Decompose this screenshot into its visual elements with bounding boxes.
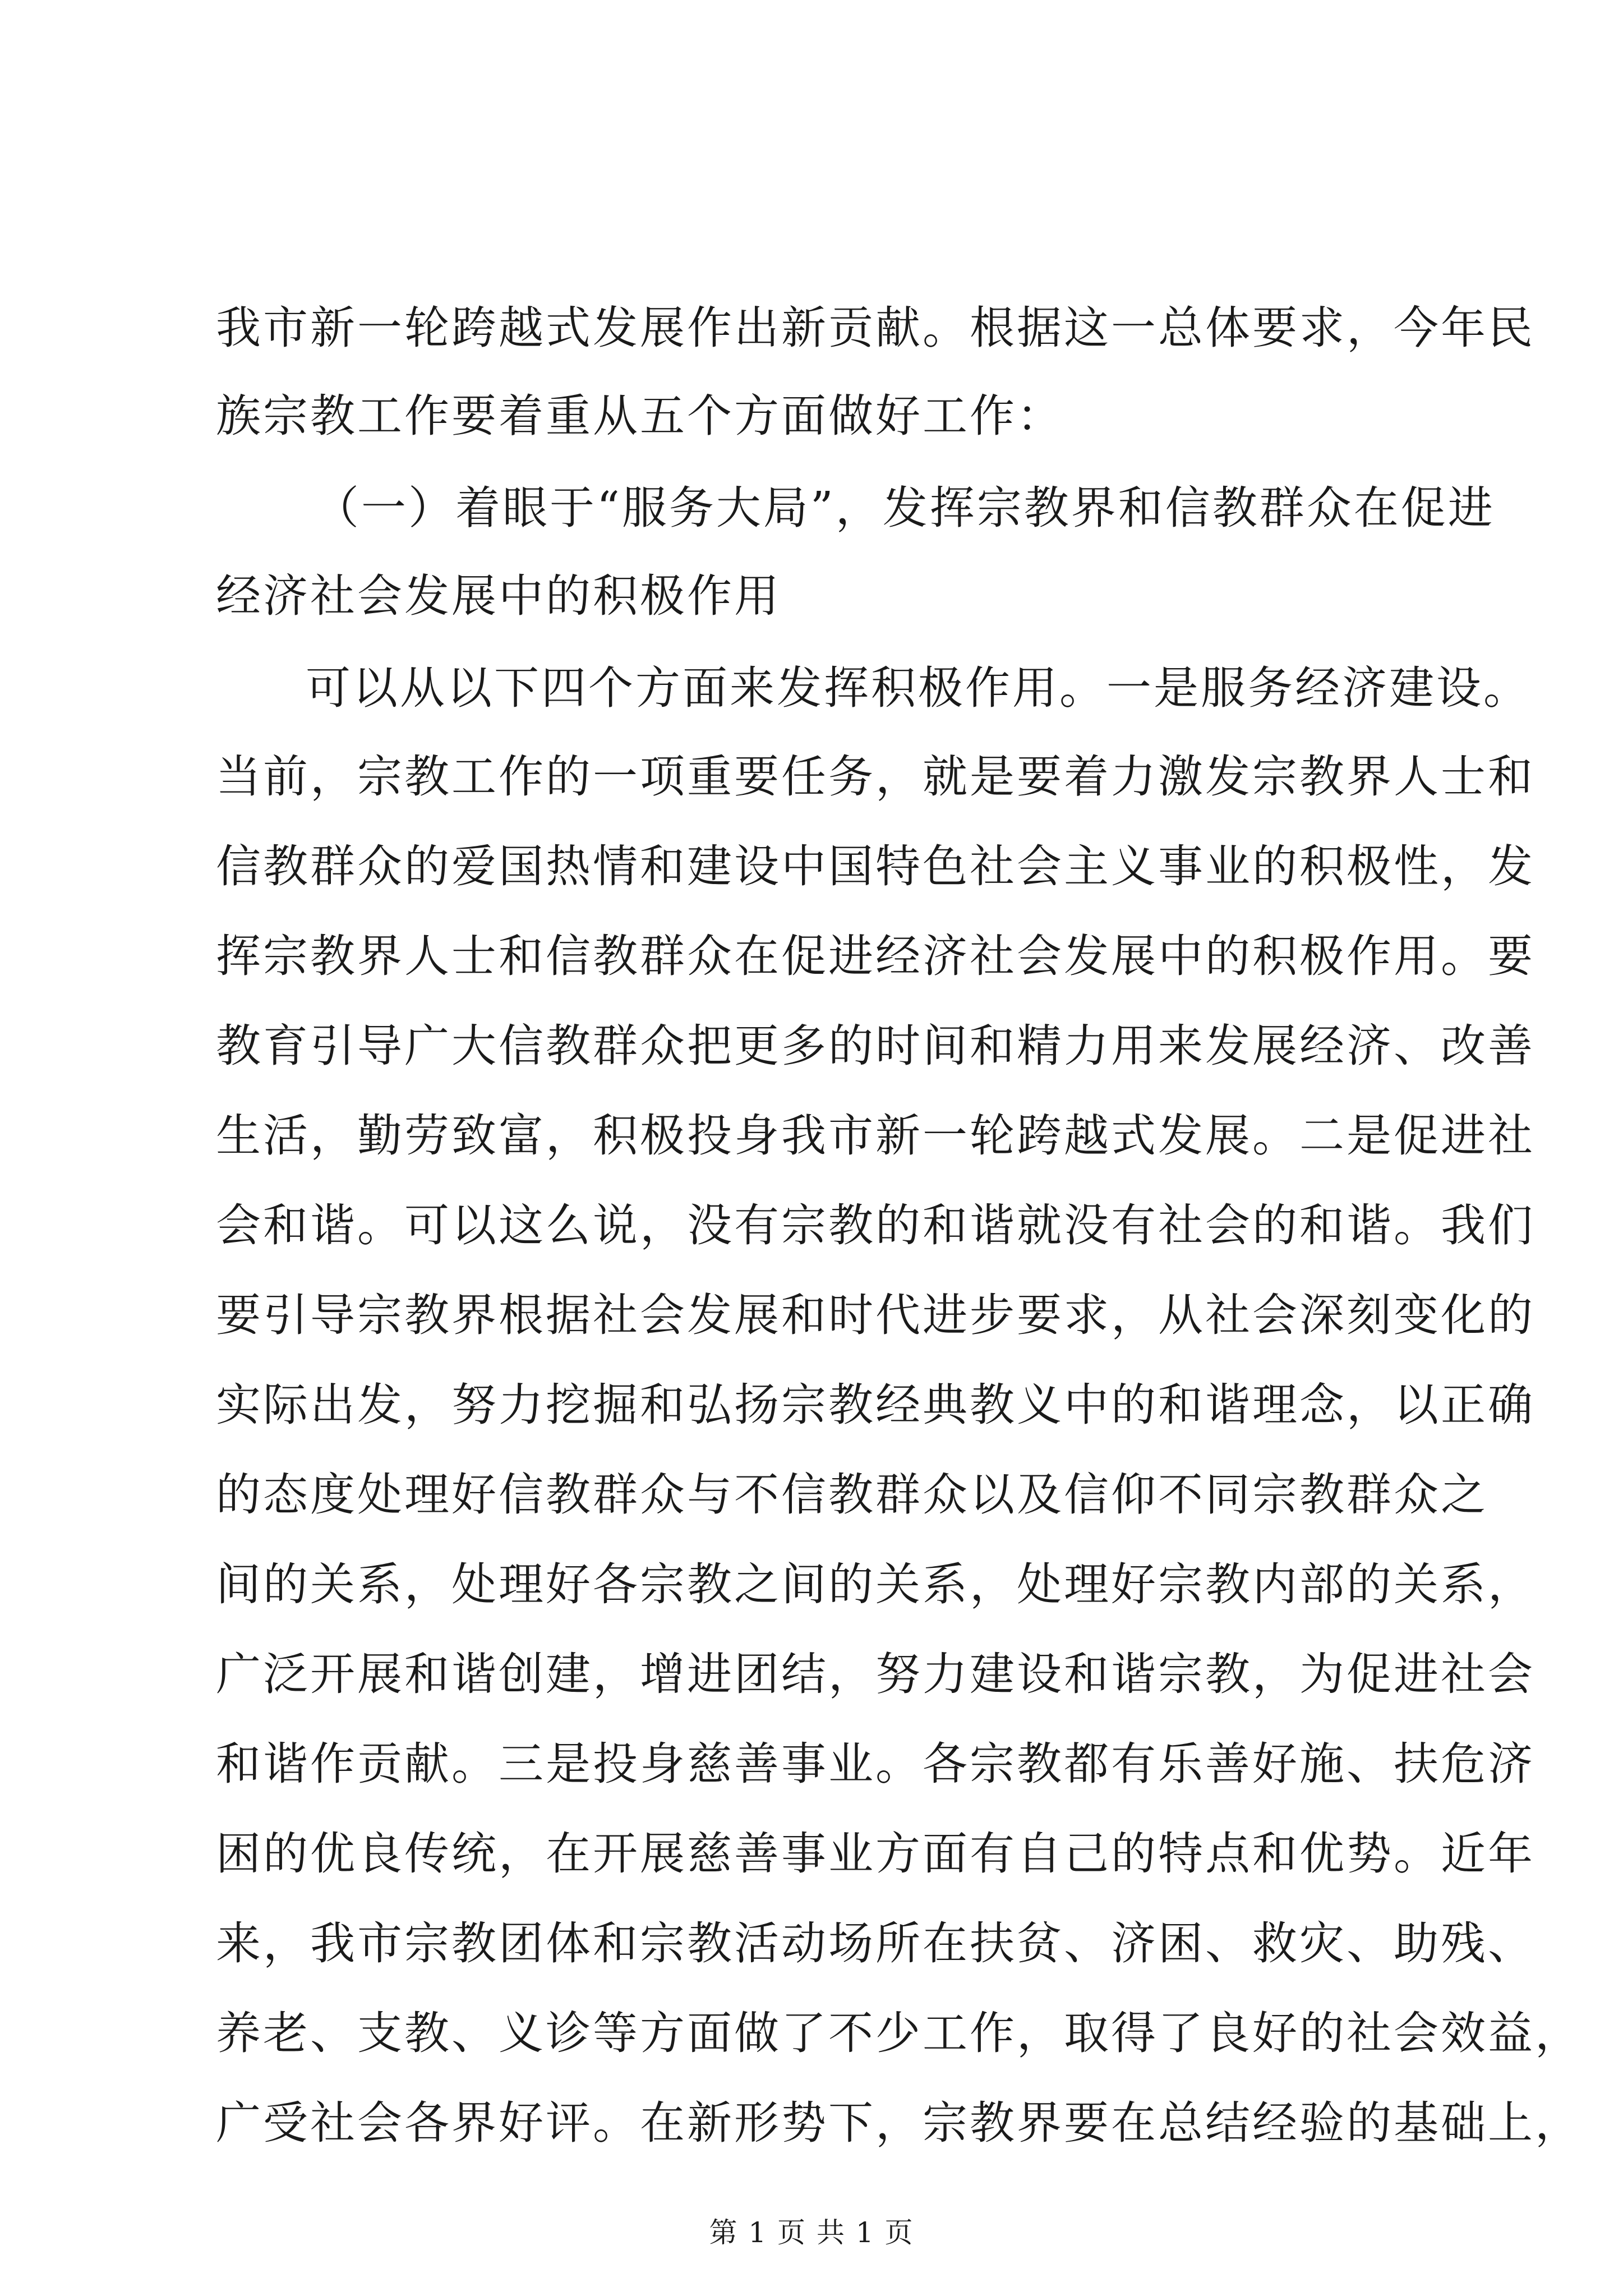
text-line-1: 我市新一轮跨越式发展作出新贡献。根据这一总体要求，今年民 (216, 302, 1535, 354)
text-line-15: 间的关系，处理好各宗教之间的关系，处理好宗教内部的关系， (216, 1558, 1535, 1611)
text-line-5: 可以从以下四个方面来发挥积极作用。一是服务经济建设。 (306, 662, 1530, 714)
text-line-8: 挥宗教界人士和信教群众在促进经济社会发展中的积极作用。要 (216, 930, 1535, 982)
text-line-13: 实际出发，努力挖掘和弘扬宗教经典教义中的和谐理念，以正确 (216, 1379, 1535, 1431)
text-line-12: 要引导宗教界根据社会发展和时代进步要求，从社会深刻变化的 (216, 1289, 1535, 1341)
text-line-19: 来，我市宗教团体和宗教活动场所在扶贫、济困、救灾、助残、 (216, 1917, 1535, 1970)
text-line-21: 广受社会各界好评。在新形势下，宗教界要在总结经验的基础上， (216, 2097, 1582, 2149)
text-line-18: 困的优良传统，在开展慈善事业方面有自己的特点和优势。近年 (216, 1828, 1535, 1880)
page-number-footer: 第 1 页 共 1 页 (709, 2216, 914, 2249)
text-line-9: 教育引导广大信教群众把更多的时间和精力用来发展经济、改善 (216, 1020, 1535, 1072)
text-line-17: 和谐作贡献。三是投身慈善事业。各宗教都有乐善好施、扶危济 (216, 1738, 1535, 1790)
text-line-11: 会和谐。可以这么说，没有宗教的和谐就没有社会的和谐。我们 (216, 1199, 1535, 1251)
text-line-16: 广泛开展和谐创建，增进团结，努力建设和谐宗教，为促进社会 (216, 1648, 1535, 1700)
text-line-2: 族宗教工作要着重从五个方面做好工作： (216, 390, 1064, 442)
section-heading-line-1: （一）着眼于“服务大局”，发挥宗教界和信教群众在促进 (314, 482, 1495, 534)
text-line-7: 信教群众的爱国热情和建设中国特色社会主义事业的积极性，发 (216, 840, 1535, 892)
text-line-20: 养老、支教、义诊等方面做了不少工作，取得了良好的社会效益， (216, 2007, 1582, 2059)
text-line-10: 生活，勤劳致富，积极投身我市新一轮跨越式发展。二是促进社 (216, 1110, 1535, 1162)
text-line-14: 的态度处理好信教群众与不信教群众以及信仰不同宗教群众之 (216, 1469, 1488, 1521)
section-heading-line-2: 经济社会发展中的积极作用 (216, 570, 781, 622)
text-line-6: 当前，宗教工作的一项重要任务，就是要着力激发宗教界人士和 (216, 751, 1535, 803)
